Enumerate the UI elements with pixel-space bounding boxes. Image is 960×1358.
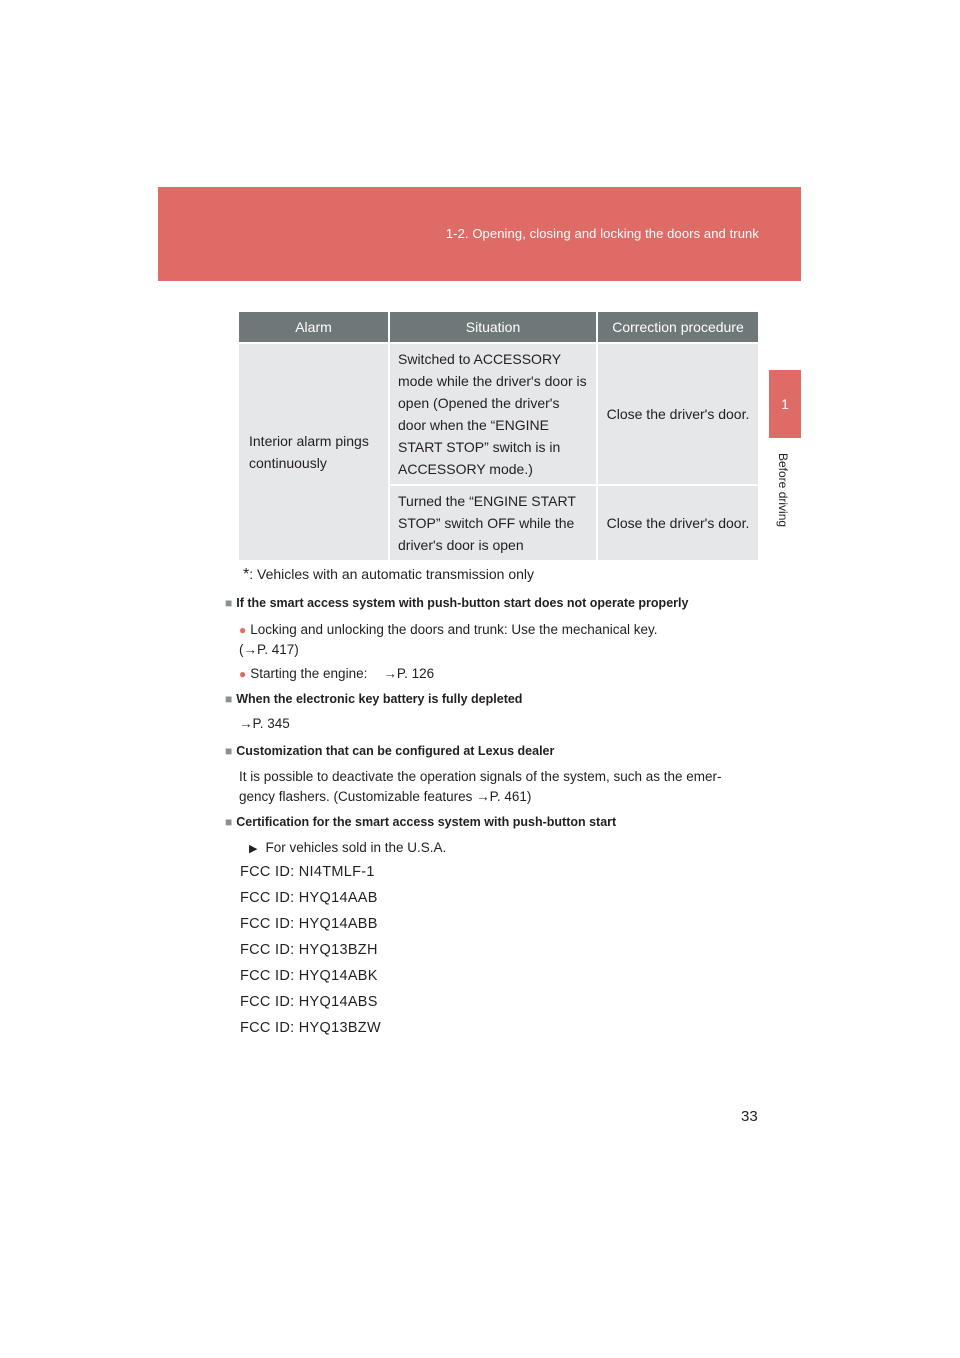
page-number: 33	[741, 1108, 758, 1125]
bullet-starting-engine	[239, 664, 434, 684]
page-reference: →P. 126	[383, 666, 435, 681]
customization-line-2: gency flashers. (Customizable features →P. 461)	[239, 789, 532, 804]
section-heading-certification	[225, 815, 616, 829]
heading-text: If the smart access system with push-button start does not operate properly	[236, 596, 689, 610]
chapter-label: Before driving	[776, 453, 790, 528]
alarm-table	[239, 312, 758, 560]
fcc-id: FCC ID: HYQ14ABK	[240, 968, 378, 984]
section-heading-battery	[225, 692, 522, 706]
heading-text: Customization that can be configured at Lexus dealer	[236, 744, 555, 758]
fcc-id: FCC ID: HYQ14ABB	[240, 916, 378, 932]
header-band	[158, 187, 801, 281]
section-heading-not-operate	[225, 596, 688, 610]
fcc-id: FCC ID: NI4TMLF-1	[240, 864, 375, 880]
bullet-text: Starting the engine:	[250, 666, 368, 681]
fcc-id: FCC ID: HYQ14ABS	[240, 994, 378, 1010]
table-row	[239, 342, 758, 484]
bullet-mechanical-key	[239, 620, 658, 660]
square-bullet-icon: ■	[225, 815, 233, 829]
battery-reference: →P. 345	[239, 716, 290, 731]
fcc-id: FCC ID: HYQ13BZH	[240, 942, 378, 958]
alarm-cell: Interior alarm pings continuously	[239, 342, 390, 560]
correction-cell: Close the driver's door.	[598, 484, 758, 560]
circle-bullet-icon: ●	[239, 667, 247, 681]
page-reference: (→P. 417)	[239, 642, 299, 657]
footnote-text: : Vehicles with an automatic transmission only	[249, 566, 535, 582]
circle-bullet-icon: ●	[239, 623, 247, 637]
chapter-tab: 1	[769, 370, 801, 438]
region-label	[239, 838, 754, 859]
footnote-marker: *	[243, 566, 250, 583]
region-text: For vehicles sold in the U.S.A.	[265, 840, 447, 855]
heading-text: When the electronic key battery is fully depleted	[236, 692, 523, 706]
section-heading-customization	[225, 744, 554, 758]
situation-cell: Switched to ACCESSORY mode while the driver's door is open (Opened the driver's door when the “ENGINE START STOP” switch is in ACCESSORY mode.)	[390, 342, 598, 484]
customization-line-1: It is possible to deactivate the operation signals of the system, such as the emer-	[239, 769, 722, 784]
square-bullet-icon: ■	[225, 744, 233, 758]
header-correction: Correction procedure	[598, 312, 758, 342]
header-situation: Situation	[390, 312, 598, 342]
square-bullet-icon: ■	[225, 692, 233, 706]
table-header-row	[239, 312, 758, 342]
square-bullet-icon: ■	[225, 596, 233, 610]
section-title: 1-2. Opening, closing and locking the doors and trunk	[445, 226, 759, 241]
correction-cell: Close the driver's door.	[598, 342, 758, 484]
fcc-id: FCC ID: HYQ14AAB	[240, 890, 378, 906]
bullet-text: Locking and unlocking the doors and trunk: Use the mechanical key.	[250, 622, 658, 637]
fcc-id: FCC ID: HYQ13BZW	[240, 1020, 381, 1036]
header-alarm: Alarm	[239, 312, 390, 342]
heading-text: Certification for the smart access system with push-button start	[236, 815, 617, 829]
customization-text	[239, 767, 754, 807]
triangle-right-icon: ▶	[249, 843, 258, 855]
situation-cell: Turned the “ENGINE START STOP” switch OFF while the driver's door is open	[390, 484, 598, 560]
footnote	[243, 566, 534, 584]
